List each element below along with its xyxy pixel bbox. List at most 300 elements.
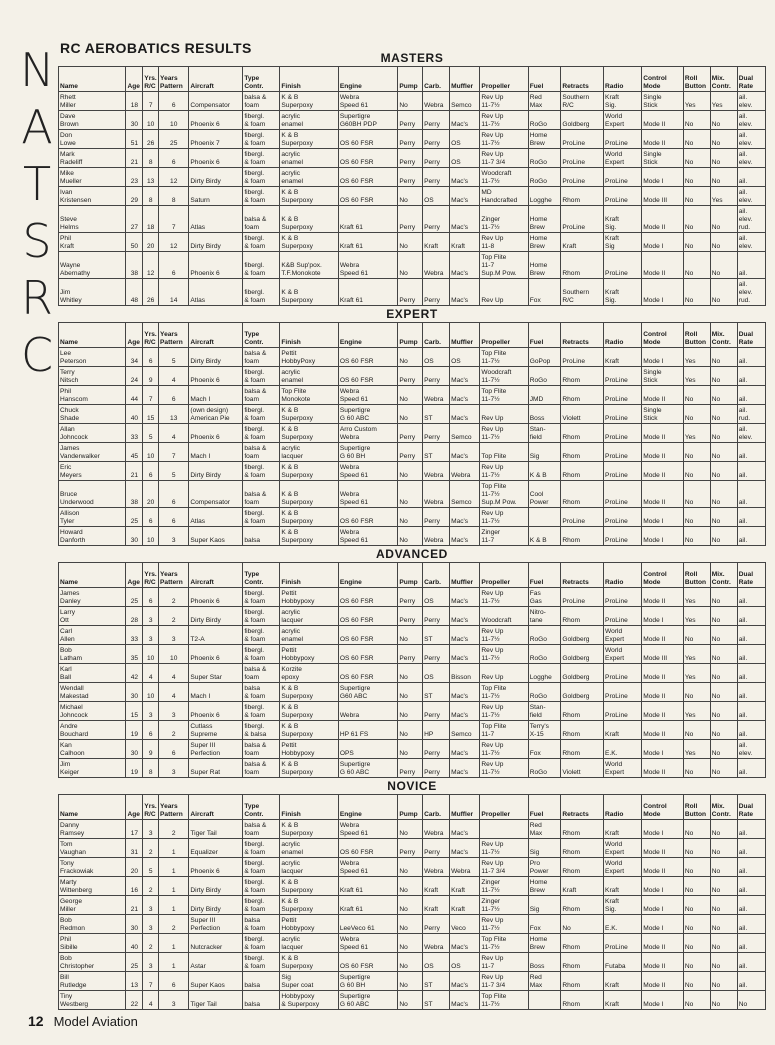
table-cell: Rhom [561,953,604,972]
table-cell: 12 [143,252,159,279]
table-cell: No [710,462,737,481]
logo-letter: R [21,271,53,325]
column-header: Roll Button [683,795,710,820]
table-cell: 26 [143,279,159,306]
table-cell: 3 [159,702,189,721]
column-header: Retracts [561,323,604,348]
table-cell: OS [423,588,450,607]
table-cell: Rhom [561,462,604,481]
table-cell: K & B Superpoxy [280,527,338,546]
table-cell: Webra [423,462,450,481]
table-cell: 1 [159,877,189,896]
table-cell: 5 [159,462,189,481]
table-cell: ail. [737,508,765,527]
table-cell: Kraft [450,896,480,915]
table-cell: K & B Superpoxy [280,759,338,778]
table-cell: Yes [683,607,710,626]
section-title-expert: EXPERT [386,307,438,321]
table-cell: Kraft [423,233,450,252]
table-cell: 45 [126,443,143,462]
table-cell: K & B Superpoxy [280,233,338,252]
table-cell: No [398,721,423,740]
table-cell: Sig Super coat [280,972,338,991]
table-cell: Mode II [642,702,684,721]
table-cell: No [710,405,737,424]
table-cell: Single Stick [642,405,684,424]
table-cell: ProLine [604,702,642,721]
table-cell: 3 [143,702,159,721]
table-cell: OS 60 FSR [338,508,398,527]
table-cell: 27 [126,206,143,233]
table-cell: 3 [159,759,189,778]
table-cell: Mach I [189,386,243,405]
table-row [59,348,766,367]
table-cell: Terry Nitsch [59,367,126,386]
table-cell: Webra [423,481,450,508]
table-cell: fibergl. & foam [243,607,280,626]
table-row [59,877,766,896]
table-row [59,991,766,1010]
table-cell: No [710,367,737,386]
table-cell: Phil Sibille [59,934,126,953]
table-cell: No [398,858,423,877]
table-cell: fibergl. & foam [243,424,280,443]
table-cell: Perry [398,168,423,187]
table-cell: 6 [159,92,189,111]
table-cell: Mode II [642,111,684,130]
table-cell: balsa & foam [243,664,280,683]
table-cell: Mode II [642,664,684,683]
page-footer [28,1013,138,1029]
table-cell: Rev Up 11-7½ [480,424,528,443]
table-cell: Kraft Sig. [604,279,642,306]
table-cell: Rev Up 11-7 3/4 [480,858,528,877]
column-header: Carb. [423,323,450,348]
column-header: Dual Rate [737,67,765,92]
table-cell: fibergl. & foam [243,702,280,721]
column-header: Pump [398,795,423,820]
table-cell: ST [423,972,450,991]
table-cell: Perry [423,111,450,130]
table-cell: OPS [338,740,398,759]
table-cell: Zinger 11-7½ [480,206,528,233]
table-cell: Mode I [642,991,684,1010]
table-cell: Single Stick [642,149,684,168]
table-cell: fibergl. & foam [243,367,280,386]
table-cell: Violett [561,405,604,424]
table-cell: Mode II [642,462,684,481]
table-cell: Mode II [642,443,684,462]
table-cell: Webra Speed 61 [338,462,398,481]
table-cell: Webra Speed 61 [338,252,398,279]
table-cell: 1 [159,839,189,858]
table-cell: 10 [143,443,159,462]
table-cell: Mac's [450,934,480,953]
table-row [59,858,766,877]
table-cell: Rhom [561,187,604,206]
table-cell: K & B Superpoxy [280,424,338,443]
column-header: Propeller [480,323,528,348]
table-cell: ail. elev. [737,740,765,759]
table-cell: 8 [143,149,159,168]
table-cell: K & B Superpoxy [280,92,338,111]
table-cell: Dirty Birdy [189,896,243,915]
table-cell: balsa & foam [243,740,280,759]
table-cell: Rhom [561,252,604,279]
table-cell: Cool Power [528,481,561,508]
table-cell: Webra [423,386,450,405]
table-cell: Logghe [528,664,561,683]
table-cell: Hobbypoxy & Superpoxy [280,991,338,1010]
table-cell: Semco [450,92,480,111]
table-cell: 31 [126,839,143,858]
table-cell: Mode I [642,508,684,527]
table-cell: Home Brew [528,934,561,953]
table-cell: balsa & foam [243,386,280,405]
table-cell: ail. [737,664,765,683]
table-cell: Pettit Hobbypoxy [280,588,338,607]
column-header: Pump [398,323,423,348]
column-header: Yrs. R/C [143,563,159,588]
table-cell: 13 [159,405,189,424]
table-cell: HP 61 FS [338,721,398,740]
table-cell: No [710,149,737,168]
section-title-novice: NOVICE [387,779,437,793]
table-cell: No [710,915,737,934]
table-cell: 3 [159,991,189,1010]
table-cell: Mac's [450,111,480,130]
table-cell: 6 [143,588,159,607]
column-header: Engine [338,67,398,92]
table-cell: Bob Christopher [59,953,126,972]
table-cell: Rev Up 11-7 3/4 [480,149,528,168]
column-header: Fuel [528,795,561,820]
table-cell: Kraft 61 [338,896,398,915]
table-cell: World Expert [604,858,642,877]
table-cell: No [398,740,423,759]
table-cell: 3 [143,607,159,626]
table-cell: Mac's [450,820,480,839]
table-cell: Jim Whitley [59,279,126,306]
table-cell: ail. [737,462,765,481]
table-cell: No [683,279,710,306]
table-cell: Kan Calhoon [59,740,126,759]
table-cell: Kraft [604,721,642,740]
column-header: Aircraft [189,563,243,588]
table-cell: Kraft [604,348,642,367]
table-cell: Rev Up 11-7½ [480,759,528,778]
column-header: Muffler [450,67,480,92]
table-cell: ail. [737,858,765,877]
table-cell: OS [423,348,450,367]
table-cell: Kraft Sig. [604,92,642,111]
table-cell: 3 [143,896,159,915]
table-cell: Supertigre G60 ABC [338,683,398,702]
table-row [59,972,766,991]
table-cell: T2-A [189,626,243,645]
table-cell: ProLine [604,481,642,508]
table-cell: Mac's [450,187,480,206]
table-cell: 34 [126,348,143,367]
table-cell: No [710,664,737,683]
table-cell: 5 [143,858,159,877]
table-cell: ail. [737,367,765,386]
table-row [59,233,766,252]
table-cell: No [683,820,710,839]
table-cell: 6 [143,721,159,740]
table-cell: Top Flite 11-7½ [480,683,528,702]
table-cell: Perry [423,206,450,233]
table-cell: Chuck Shade [59,405,126,424]
table-cell: Lee Peterson [59,348,126,367]
table-cell: Atlas [189,508,243,527]
table-cell: Kraft [561,233,604,252]
table-cell: Perry [398,206,423,233]
table-cell: Atlas [189,206,243,233]
table-cell: Top Flite 11-7½ Sup.M Pow. [480,481,528,508]
table-cell: Perry [398,443,423,462]
table-cell: Mac's [450,168,480,187]
table-cell: Terry's X-15 [528,721,561,740]
table-cell: 4 [159,367,189,386]
table-cell: 42 [126,664,143,683]
table-cell: ail. elev. [737,130,765,149]
table-cell: Phoenix 6 [189,111,243,130]
table-cell: Kraft 61 [338,206,398,233]
column-header: Finish [280,563,338,588]
table-cell: No [683,527,710,546]
table-cell: fibergl. & foam [243,233,280,252]
table-cell: Atlas [189,279,243,306]
table-cell: ProLine [604,588,642,607]
table-cell: No [683,934,710,953]
table-cell: No [710,508,737,527]
table-cell: Perry [423,839,450,858]
table-cell: Top Flite 11-7½ [480,386,528,405]
table-cell: No [683,972,710,991]
table-cell: fibergl. & foam [243,405,280,424]
table-cell: Mac's [450,588,480,607]
table-cell: Astar [189,953,243,972]
table-cell: No [398,683,423,702]
table-cell: 13 [143,168,159,187]
column-header: Years Pattern [159,323,189,348]
table-cell: No [398,233,423,252]
table-cell: Veco [450,915,480,934]
table-cell: OS 60 FSR [338,348,398,367]
table-cell: 18 [126,92,143,111]
table-cell: Rhom [561,443,604,462]
table-cell: Home Brew [528,130,561,149]
table-cell: ProLine [561,348,604,367]
table-cell: World Expert [604,111,642,130]
column-header: Type Contr. [243,563,280,588]
table-cell: K & B [528,527,561,546]
table-row [59,149,766,168]
table-cell: ProLine [604,462,642,481]
table-cell: 15 [126,702,143,721]
table-cell: Phoenix 6 [189,424,243,443]
table-cell: Webra Speed 61 [338,92,398,111]
table-cell: No [710,386,737,405]
table-cell: balsa & foam [243,820,280,839]
table-cell: No [710,111,737,130]
table-cell: balsa & foam [243,348,280,367]
table-cell: Mode II [642,626,684,645]
table-cell: Korzite epoxy [280,664,338,683]
table-header-row [59,795,766,820]
column-header: Control Mode [642,67,684,92]
column-header: Age [126,795,143,820]
table-cell: No [398,626,423,645]
table-cell: ProLine [604,386,642,405]
table-cell: No [398,92,423,111]
table-cell: Mac's [450,759,480,778]
table-cell: No [398,934,423,953]
column-header: Aircraft [189,795,243,820]
table-cell: 3 [143,820,159,839]
table-cell: Super III Perfection [189,740,243,759]
logo-letter: N [20,43,55,97]
column-header: Aircraft [189,67,243,92]
table-cell: Tiger Tail [189,991,243,1010]
column-header: Control Mode [642,563,684,588]
table-cell: ail. elev. [737,187,765,206]
table-cell: 2 [143,934,159,953]
table-cell: Mode I [642,348,684,367]
page-title: RC AEROBATICS RESULTS [60,40,252,56]
table-cell: 40 [126,934,143,953]
table-cell: Webra Speed 61 [338,934,398,953]
table-cell: Mode I [642,896,684,915]
table-cell: ail. [737,168,765,187]
table-cell: balsa [243,972,280,991]
table-cell: RoGo [528,645,561,664]
table-cell: OS [450,348,480,367]
table-cell: No [710,858,737,877]
table-cell: 2 [159,820,189,839]
table-row [59,896,766,915]
table-cell: 6 [159,252,189,279]
table-cell: No [710,721,737,740]
table-cell: 9 [143,367,159,386]
table-cell: acrylic enamel [280,111,338,130]
table-cell: K & B Superpoxy [280,683,338,702]
table-cell: Phoenix 6 [189,702,243,721]
table-cell: No [683,233,710,252]
table-cell: Woodcraft 11-7½ [480,367,528,386]
table-cell: acrylic enamel [280,839,338,858]
table-row [59,934,766,953]
table-cell: acrylic enamel [280,626,338,645]
table-cell: OS [450,149,480,168]
table-cell: Bruce Underwood [59,481,126,508]
column-header: Muffler [450,795,480,820]
table-cell: Mac's [450,839,480,858]
table-cell: acrylic lacquer [280,934,338,953]
table-cell: Rev Up 11-7½ [480,645,528,664]
section-title-masters: MASTERS [380,51,444,65]
column-header: Engine [338,795,398,820]
table-cell: No [683,953,710,972]
table-cell: ail. elev. [737,111,765,130]
table-row [59,626,766,645]
table-cell: ProLine [604,424,642,443]
table-cell: ail. [737,252,765,279]
table-cell: Mac's [450,683,480,702]
table-cell: ail. [737,702,765,721]
table-cell: Ivan Kristensen [59,187,126,206]
table-cell: No [683,252,710,279]
column-header: Control Mode [642,795,684,820]
table-cell: Rev Up 11-7½ [480,740,528,759]
table-cell: 6 [143,462,159,481]
table-cell: OS 60 FSR [338,664,398,683]
table-cell: fibergl. & foam [243,839,280,858]
table-row [59,702,766,721]
table-cell: HP [423,721,450,740]
table-cell: Supertigre G 60 BH [338,972,398,991]
column-header: Radio [604,323,642,348]
table-cell: No [710,588,737,607]
table-cell: 17 [126,820,143,839]
table-cell: RoGo [528,168,561,187]
table-cell: Webra [338,702,398,721]
table-cell: Kraft [423,896,450,915]
table-cell: RoGo [528,626,561,645]
table-cell: No [710,645,737,664]
table-cell: No [710,527,737,546]
table-cell: Kraft Sig. [604,896,642,915]
column-header: Propeller [480,795,528,820]
table-cell: Top Flite 11-7 Sup.M Pow. [480,252,528,279]
table-cell: Compensator [189,481,243,508]
table-cell: Mach I [189,443,243,462]
table-cell: Yes [683,92,710,111]
table-cell: Rev Up 11-7½ [480,915,528,934]
logo-letter: T [22,157,52,211]
table-cell: Mac's [450,367,480,386]
table-cell: 4 [159,424,189,443]
table-row [59,683,766,702]
column-header: Name [59,795,126,820]
table-cell: ail. rud. [737,405,765,424]
table-cell: ail. [737,839,765,858]
table-cell: No [398,972,423,991]
table-cell: Mac's [450,443,480,462]
table-cell: 20 [143,481,159,508]
table-cell: No [683,481,710,508]
table-cell: acrylic enamel [280,149,338,168]
table-cell: Phoenix 6 [189,588,243,607]
table-row [59,839,766,858]
table-cell: 10 [143,111,159,130]
table-cell: Mac's [450,527,480,546]
column-header: Propeller [480,563,528,588]
table-cell: 4 [159,664,189,683]
table-cell: Perry [398,607,423,626]
table-row [59,279,766,306]
table-cell: Red Max [528,820,561,839]
table-cell: Mac's [450,206,480,233]
table-row [59,130,766,149]
table-cell: Perry [423,759,450,778]
table-cell: No [710,206,737,233]
table-cell: OS [423,187,450,206]
table-cell: Rev Up 11-7½ [480,111,528,130]
table-cell: ail. [737,443,765,462]
table-cell: 35 [126,645,143,664]
